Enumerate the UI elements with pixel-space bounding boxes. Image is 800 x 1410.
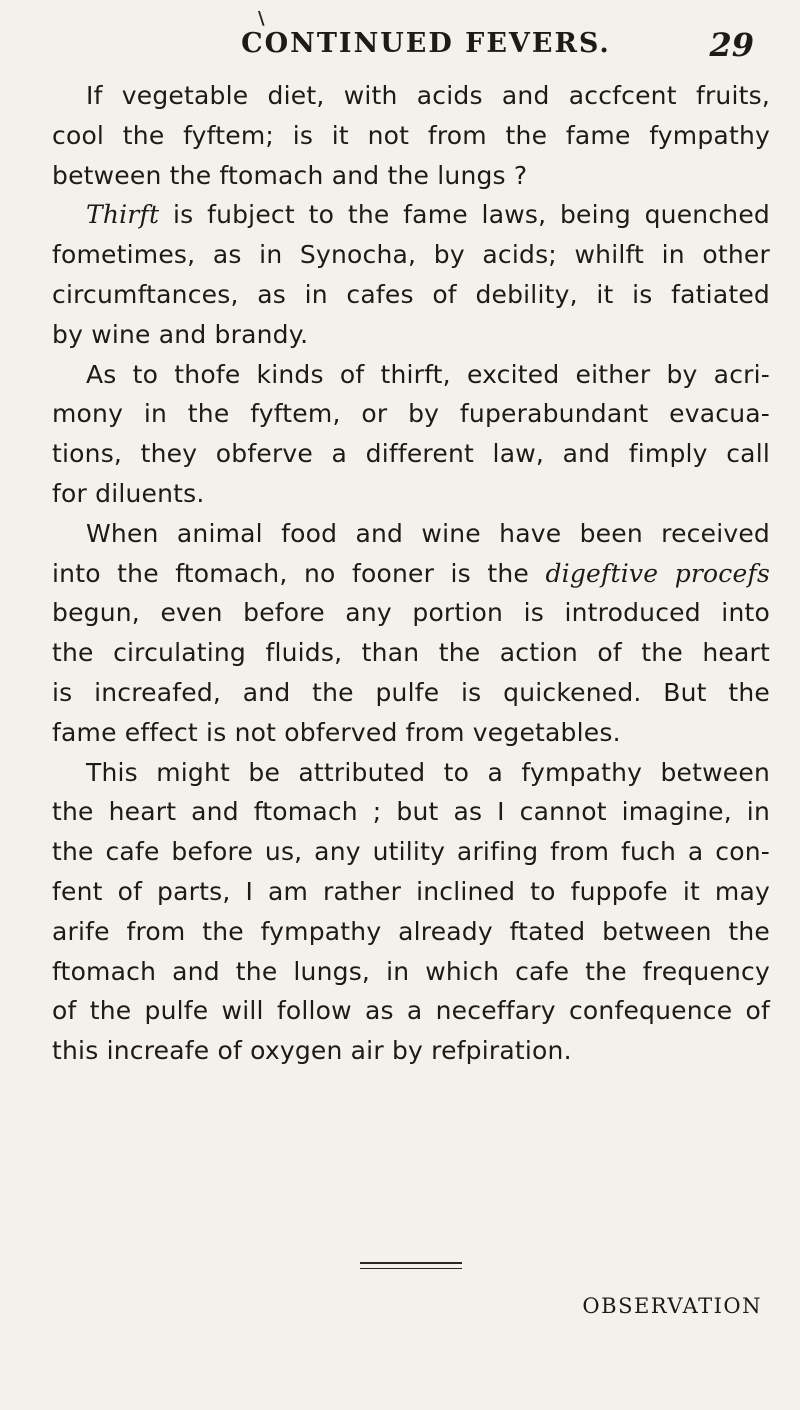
text-line: arife from the fympathy already ftated between the bbox=[52, 916, 770, 946]
text-line: by wine and brandy. bbox=[52, 319, 309, 349]
text-line: As to thofe kinds of thirft, excited either by acri- bbox=[86, 359, 770, 389]
text-line: ftomach and the lungs, in which cafe the frequency bbox=[52, 956, 770, 986]
text-line: fame effect is not obferved from vegetables. bbox=[52, 717, 621, 747]
text-line: for diluents. bbox=[52, 478, 205, 508]
text-line: of the pulfe will follow as a neceffary confequence of bbox=[52, 996, 770, 1026]
text-line: the circulating fluids, than the action of the heart bbox=[52, 638, 770, 668]
text-line: tions, they obferve a different law, and fimply call bbox=[52, 439, 770, 469]
text-line: When animal food and wine have been received bbox=[86, 518, 770, 548]
text-line: cool the fyftem; is it not from the fame fympathy bbox=[52, 120, 770, 150]
page-number: 29 bbox=[709, 26, 754, 64]
text-line: this increafe of oxygen air by refpiration. bbox=[52, 1036, 572, 1066]
text-line: If vegetable diet, with acids and accfcent fruits, bbox=[86, 81, 770, 110]
italic-phrase: digeftive procefs bbox=[545, 558, 770, 588]
italic-lead-word: Thirft bbox=[86, 200, 160, 230]
paragraph bbox=[52, 355, 770, 514]
printer-mark: \ bbox=[258, 8, 265, 29]
paragraph bbox=[52, 76, 770, 195]
divider-rule bbox=[360, 1268, 462, 1269]
paragraph bbox=[52, 514, 770, 753]
page-header bbox=[88, 8, 764, 66]
divider-rule bbox=[360, 1262, 462, 1264]
body-text bbox=[52, 76, 770, 1071]
text-line: fent of parts, I am rather inclined to fuppofe it may bbox=[52, 876, 770, 906]
section-divider bbox=[360, 1262, 462, 1273]
paragraph bbox=[52, 753, 770, 1071]
text-line: the cafe before us, any utility arifing from fuch a con- bbox=[52, 837, 770, 867]
paragraph bbox=[52, 195, 770, 354]
text-line: is increafed, and the pulfe is quickened. But the bbox=[52, 677, 770, 707]
catchword: OBSERVATION bbox=[582, 1294, 762, 1318]
running-title: CONTINUED FEVERS. bbox=[241, 28, 611, 59]
text-line: fometimes, as in Synocha, by acids; whilft in other bbox=[52, 240, 770, 270]
text-line: This might be attributed to a fympathy between bbox=[86, 757, 770, 787]
text-span: into the ftomach, no fooner is the bbox=[52, 558, 529, 588]
text-line bbox=[52, 554, 770, 594]
text-line: between the ftomach and the lungs ? bbox=[52, 160, 528, 190]
text-line: circumftances, as in cafes of debility, it is fatiated bbox=[52, 279, 770, 309]
text-line: mony in the fyftem, or by fuperabundant evacua- bbox=[52, 399, 770, 429]
text-line: the heart and ftomach ; but as I cannot imagine, in bbox=[52, 797, 770, 827]
text-span: is fubject to the fame laws, being quenched bbox=[159, 200, 770, 230]
text-line bbox=[52, 195, 770, 235]
text-line: begun, even before any portion is introduced into bbox=[52, 598, 770, 628]
